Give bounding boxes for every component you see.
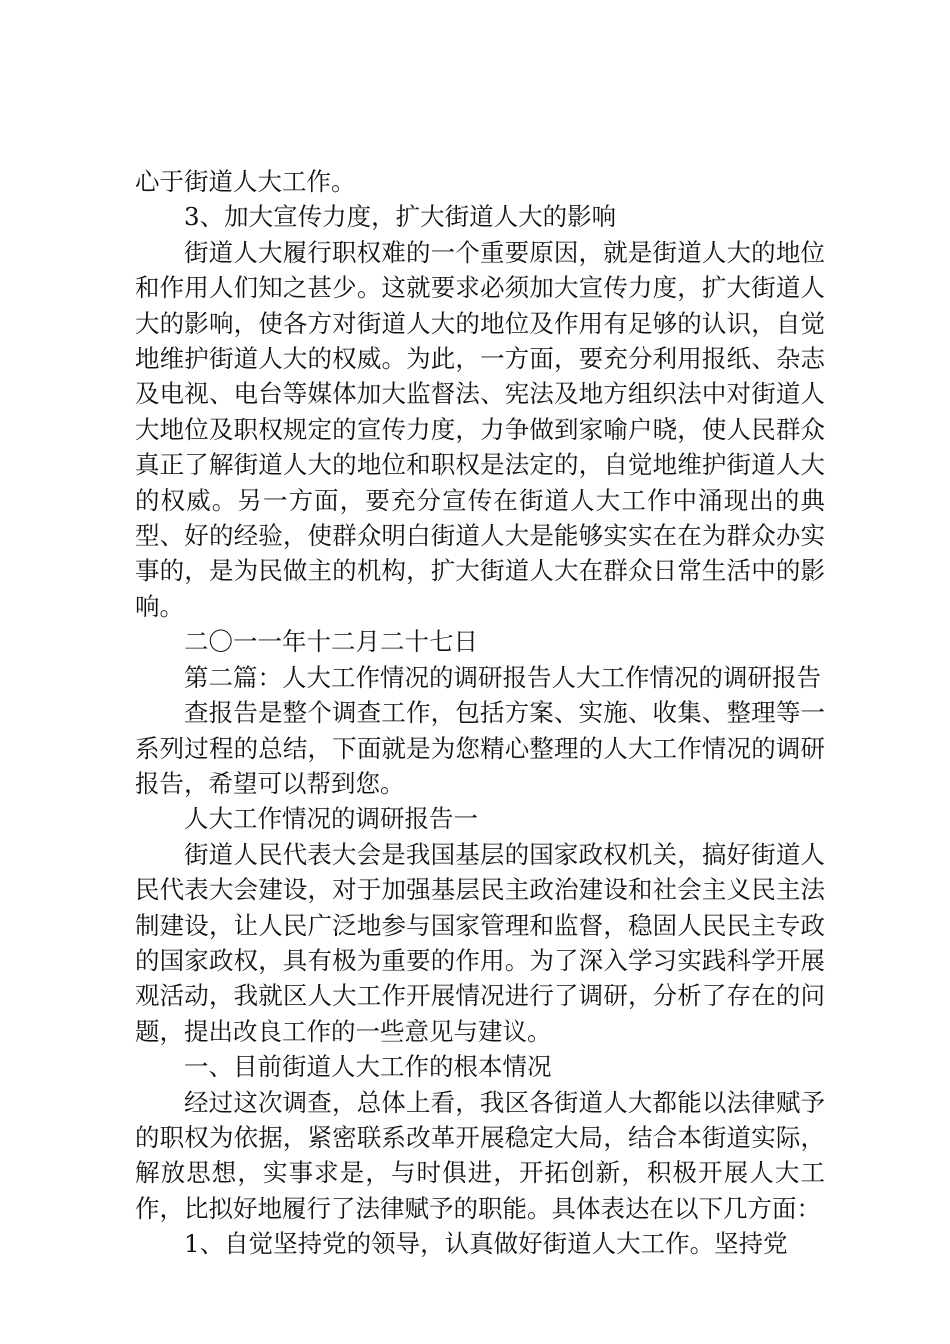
paragraph-continuation: 心于街道人大工作。 — [135, 167, 356, 196]
section-heading-publicity: 3、加大宣传力度，扩大街道人大的影响 — [184, 202, 617, 232]
paragraph-status: 经过这次调查，总体上看，我区各街道人大都能以法律赋予的职权为依据，紧密联系改革开展稳定大局，结合本街道实际，解放思想，实事求是，与时俱进，开拓创新，积极开展人大工作，比拟好地履行了法律赋予的职能。具体表达在以下几方面： — [135, 1087, 825, 1223]
paragraph-intro: 查报告是整个调查工作，包括方案、实施、收集、整理等一系列过程的总结，下面就是为您精心整理的人大工作情况的调研报告，希望可以帮到您。 — [135, 698, 825, 798]
paragraph-background: 街道人民代表大会是我国基层的国家政权机关，搞好街道人民代表大会建设，对于加强基层民主政治建设和社会主义民主法制建设，让人民广泛地参与国家管理和监督，稳固人民民主专政的国家政权，具有极为重要的作用。为了深入学习实践科学开展观活动，我就区人大工作开展情况进行了调研，分析了存在的问题，提出改良工作的一些意见与建议。 — [135, 839, 825, 1046]
chapter-title: 第二篇：人大工作情况的调研报告人大工作情况的调研报告 — [184, 662, 821, 692]
section-heading-status: 一、目前街道人大工作的根本情况 — [184, 1052, 552, 1082]
document-date: 二〇一一年十二月二十七日 — [184, 627, 478, 657]
report-title: 人大工作情况的调研报告一 — [184, 804, 478, 834]
paragraph-point-1: 1、自觉坚持党的领导，认真做好街道人大工作。坚持党 — [184, 1229, 788, 1259]
document-body — [135, 164, 825, 1262]
paragraph-publicity: 街道人大履行职权难的一个重要原因，就是街道人大的地位和作用人们知之甚少。这就要求必须加大宣传力度，扩大街道人大的影响，使各方对街道人大的地位及作用有足够的认识，自觉地维护街道人大的权威。为此，一方面，要充分利用报纸、杂志及电视、电台等媒体加大监督法、宪法及地方组织法中对街道人大地位及职权规定的宣传力度，力争做到家喻户晓，使人民群众真正了解街道人大的地位和职权是法定的，自觉地维护街道人大的权威。另一方面，要充分宣传在街道人大工作中涌现出的典型、好的经验，使群众明白街道人大是能够实实在在为群众办实事的，是为民做主的机构，扩大街道人大在群众日常生活中的影响。 — [135, 237, 825, 621]
